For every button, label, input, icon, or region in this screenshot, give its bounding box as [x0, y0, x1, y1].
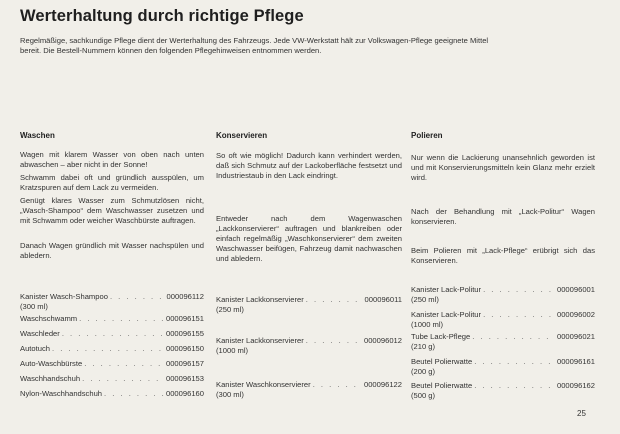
list-item [20, 329, 204, 339]
item-number: 000096157 [165, 359, 204, 368]
paragraph: Genügt klares Wasser zum Schmutzlösen nicht, „Wasch-Shampoo“ dem Waschwasser zusetzen und mit Schwamm oder weicher Waschbürste auftragen. [20, 196, 204, 225]
list-item [411, 332, 595, 352]
item-number: 000096001 [556, 285, 595, 294]
item-number: 000096112 [166, 292, 204, 301]
item-size: (300 ml) [216, 390, 244, 399]
item-size: (210 g) [411, 342, 436, 351]
page-number: 25 [577, 409, 586, 418]
intro-line: Regelmäßige, sachkundige Pflege dient der Werterhaltung des Fahrzeugs. Jede VW-Werkstatt hält zur Volkswagen-Pflege geeignete Mittel [20, 36, 489, 45]
item-number: 000096153 [165, 374, 204, 383]
item-name: Beutel Polierwatte [411, 381, 473, 390]
item-number: 000096162 [556, 381, 595, 390]
item-number: 000096155 [165, 329, 204, 338]
item-name: Kanister Lackkonservierer [216, 295, 304, 304]
column-polieren [411, 130, 595, 400]
page-title: Werterhaltung durch richtige Pflege [20, 7, 304, 25]
list-item [20, 389, 204, 399]
paragraph: Nur wenn die Lackierung unansehnlich geworden ist und mit Konservierungsmitteln kein Glanz mehr erzielt wird. [411, 153, 595, 182]
paragraph: Nach der Behandlung mit „Lack-Politur“ Wagen konservieren. [411, 207, 595, 226]
list-item [411, 285, 595, 305]
item-name: Autotuch [20, 344, 50, 353]
list-item [411, 357, 595, 377]
item-name: Waschleder [20, 329, 60, 338]
list-item [216, 380, 402, 400]
paragraph: Entweder nach dem Wagenwaschen „Lackkonservierer“ auftragen und blankreiben oder einfach regelmäßig „Waschkonservierer“ dem zweiten Waschwasser beifügen, Fahrzeug damit nachwaschen und abledern. [216, 214, 402, 263]
item-name: Waschschwamm [20, 314, 78, 323]
list-item [20, 344, 204, 354]
paragraph: Danach Wagen gründlich mit Wasser nachspülen und abledern. [20, 241, 204, 260]
item-number: 000096151 [165, 314, 204, 323]
item-number: 000096011 [364, 295, 402, 304]
item-name: Waschhandschuh [20, 374, 81, 383]
item-name: Auto-Waschbürste [20, 359, 83, 368]
item-name: Kanister Waschkonservierer [216, 380, 311, 389]
item-number: 000096160 [165, 389, 204, 398]
list-item [20, 359, 204, 369]
section-heading-konservieren: Konservieren [216, 131, 268, 140]
paragraph: Beim Polieren mit „Lack-Pflege“ erübrigt sich das Konservieren. [411, 246, 595, 265]
item-number: 000096150 [165, 344, 204, 353]
item-number: 000096012 [363, 336, 402, 345]
item-size: (1000 ml) [411, 320, 444, 329]
item-size: (250 ml) [411, 295, 439, 304]
item-size: (1000 ml) [216, 346, 249, 355]
item-name: Kanister Wasch-Shampoo [20, 292, 108, 301]
item-number: 000096122 [363, 380, 402, 389]
intro-line: bereit. Die Bestell-Nummern können den folgenden Pflegehinweisen entnommen werden. [20, 46, 322, 55]
intro-text [20, 36, 600, 56]
section-heading-polieren: Polieren [411, 131, 443, 140]
list-item [20, 374, 204, 384]
item-name: Kanister Lackkonservierer [216, 336, 304, 345]
item-size: (250 ml) [216, 305, 244, 314]
item-number: 000096021 [556, 332, 595, 341]
item-size: (500 g) [411, 391, 436, 400]
list-item [216, 295, 402, 315]
paragraph: So oft wie möglich! Dadurch kann verhindert werden, daß sich Schmutz auf der Lackoberfläche festsetzt und Industriestaub in den Lack eindringt. [216, 151, 402, 180]
column-waschen [20, 130, 204, 398]
list-item [411, 381, 595, 401]
list-item [20, 314, 204, 324]
item-size: (200 g) [411, 367, 436, 376]
item-name: Nylon-Waschhandschuh [20, 389, 103, 398]
item-name: Kanister Lack-Politur [411, 310, 482, 319]
column-konservieren [216, 130, 402, 399]
item-name: Kanister Lack-Politur [411, 285, 482, 294]
paragraph: Schwamm dabei oft und gründlich ausspülen, um Kratzspuren auf dem Lack zu vermeiden. [20, 173, 204, 192]
list-item [20, 292, 204, 312]
item-number: 000096002 [556, 310, 595, 319]
item-name: Beutel Polierwatte [411, 357, 473, 366]
section-heading-waschen: Waschen [20, 131, 55, 140]
item-name: Tube Lack-Pflege [411, 332, 471, 341]
list-item [216, 336, 402, 356]
list-item [411, 310, 595, 330]
item-number: 000096161 [556, 357, 595, 366]
item-size: (300 ml) [20, 302, 48, 311]
paragraph: Wagen mit klarem Wasser von oben nach unten abwaschen – aber nicht in der Sonne! [20, 150, 204, 169]
